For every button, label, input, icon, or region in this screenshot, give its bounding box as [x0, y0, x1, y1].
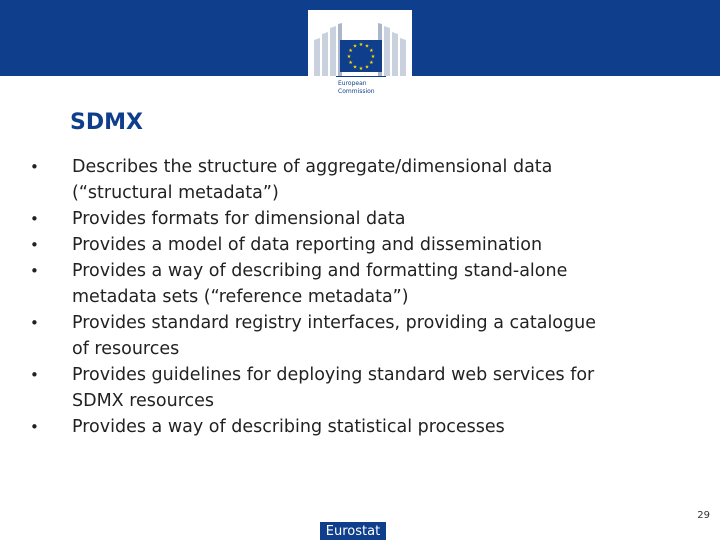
eurostat-badge: Eurostat	[320, 522, 386, 540]
bullet-text: Provides guidelines for deploying standard web services for	[72, 365, 595, 385]
bullet-text-continued: metadata sets (“reference metadata”)	[72, 287, 409, 307]
bullet-dot-icon: •	[30, 314, 39, 332]
european-commission-logo-icon	[308, 10, 412, 102]
svg-text:★: ★	[352, 43, 358, 50]
svg-text:★: ★	[352, 64, 358, 71]
page-number: 29	[697, 510, 710, 521]
svg-text:★: ★	[358, 66, 364, 72]
svg-text:★: ★	[346, 54, 352, 60]
logo-caption-line1: European	[338, 80, 367, 87]
bullet-text: Provides a way of describing and formatting stand-alone	[72, 261, 568, 281]
bullet-dot-icon: •	[30, 236, 39, 254]
slide-title: SDMX	[70, 110, 143, 135]
bullet-item	[30, 362, 690, 414]
svg-text:★: ★	[364, 43, 370, 50]
bullet-item	[30, 258, 690, 310]
bullet-text-continued: of resources	[72, 339, 180, 359]
bullet-item	[30, 232, 690, 258]
bullet-text: Describes the structure of aggregate/dimensional data	[72, 157, 553, 177]
bullet-text: Provides a model of data reporting and dissemination	[72, 235, 543, 255]
bullet-dot-icon: •	[30, 158, 39, 176]
svg-text:★: ★	[369, 48, 374, 54]
bullet-item	[30, 206, 690, 232]
bullet-item	[30, 154, 690, 206]
bullet-text: Provides formats for dimensional data	[72, 209, 406, 229]
bullet-text-continued: (“structural metadata”)	[72, 183, 279, 203]
svg-text:★: ★	[369, 60, 374, 66]
bullet-item	[30, 414, 690, 440]
svg-text:★: ★	[348, 60, 353, 66]
bullet-item	[30, 310, 690, 362]
bullet-dot-icon: •	[30, 366, 39, 384]
bullet-text-continued: SDMX resources	[72, 391, 215, 411]
bullet-text: Provides standard registry interfaces, providing a catalogue	[72, 313, 596, 333]
bullet-list	[30, 154, 690, 440]
svg-text:★: ★	[358, 42, 364, 48]
svg-text:★: ★	[370, 54, 376, 60]
svg-text:★: ★	[364, 64, 370, 71]
bullet-dot-icon: •	[30, 262, 39, 280]
logo-caption-line2: Commission	[338, 88, 375, 95]
bullet-dot-icon: •	[30, 210, 39, 228]
bullet-text: Provides a way of describing statistical processes	[72, 417, 505, 437]
bullet-dot-icon: •	[30, 418, 39, 436]
svg-text:★: ★	[348, 48, 353, 54]
